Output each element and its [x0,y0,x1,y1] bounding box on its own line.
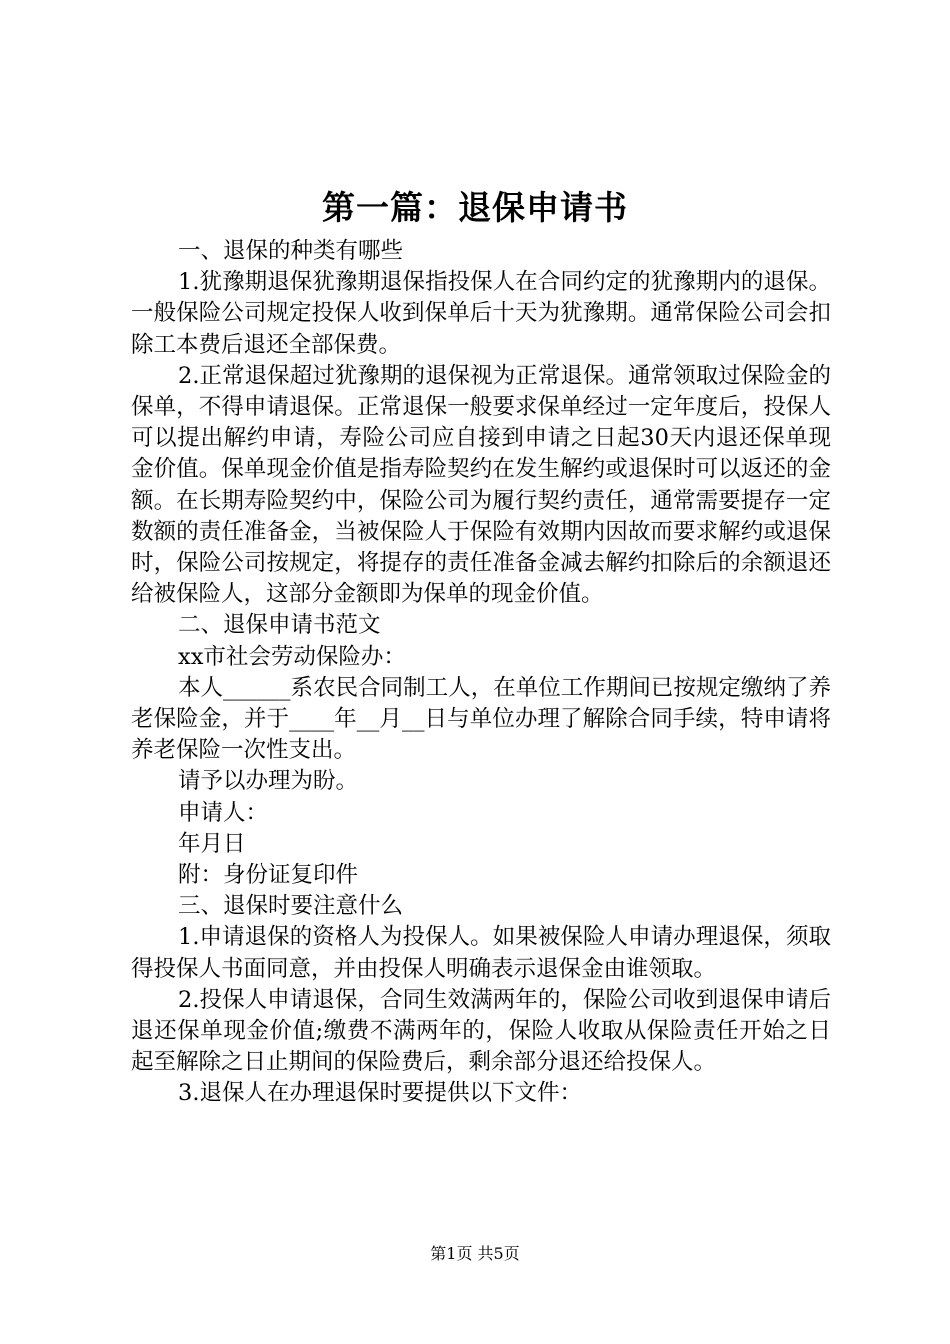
document-body [131,236,831,1110]
letter-salutation: xx市社会劳动保险办： [178,643,406,670]
paragraph-5: 3.退保人在办理退保时要提供以下文件： [178,1080,582,1107]
letter-attachment: 附：身份证复印件 [178,862,359,889]
paragraph-3: 1.申请退保的资格人为投保人。如果被保险人申请办理退保，须取得投保人书面同意，并由投保人明确表示退保金由谁领取。 [131,924,831,982]
letter-applicant: 申请人： [178,799,269,826]
letter-closing: 请予以办理为盼。 [178,768,359,795]
paragraph-4: 2.投保人申请退保，合同生效满两年的，保险公司收到退保申请后退还保单现金价值;缴费不满两年的，保险人收取从保险责任开始之日起至解除之日止期间的保险费后，剩余部分退还给投保人。 [131,986,831,1076]
section-heading-3: 三、退保时要注意什么 [178,893,404,920]
section-heading-2: 二、退保申请书范文 [178,612,381,639]
document-title: 第一篇：退保申请书 [322,188,628,227]
section-heading-1: 一、退保的种类有哪些 [178,238,404,264]
letter-date: 年月日 [178,830,246,857]
page-footer: 第1页 共5页 [430,1244,520,1263]
letter-body: 本人______系农民合同制工人，在单位工作期间已按规定缴纳了养老保险金，并于____年__月__日与单位办理了解除合同手续，特申请将养老保险一次性支出。 [131,674,831,764]
paragraph-2: 2.正常退保超过犹豫期的退保视为正常退保。通常领取过保险金的保单，不得申请退保。正常退保一般要求保单经过一定年度后，投保人可以提出解约申请，寿险公司应自接到申请之日起30天内退还保单现金价值。保单现金价值是指寿险契约在发生解约或退保时可以返还的金额。在长期寿险契约中，保险公司为履行契约责任，通常需要提存一定数额的责任准备金，当被保险人于保险有效期内因故而要求解约或退保时，保险公司按规定，将提存的责任准备金减去解约扣除后的余额退还给被保险人，这部分金额即为保单的现金价值。 [131,362,831,608]
paragraph-1: 1.犹豫期退保犹豫期退保指投保人在合同约定的犹豫期内的退保。一般保险公司规定投保人收到保单后十天为犹豫期。通常保险公司会扣除工本费后退还全部保费。 [131,269,831,358]
